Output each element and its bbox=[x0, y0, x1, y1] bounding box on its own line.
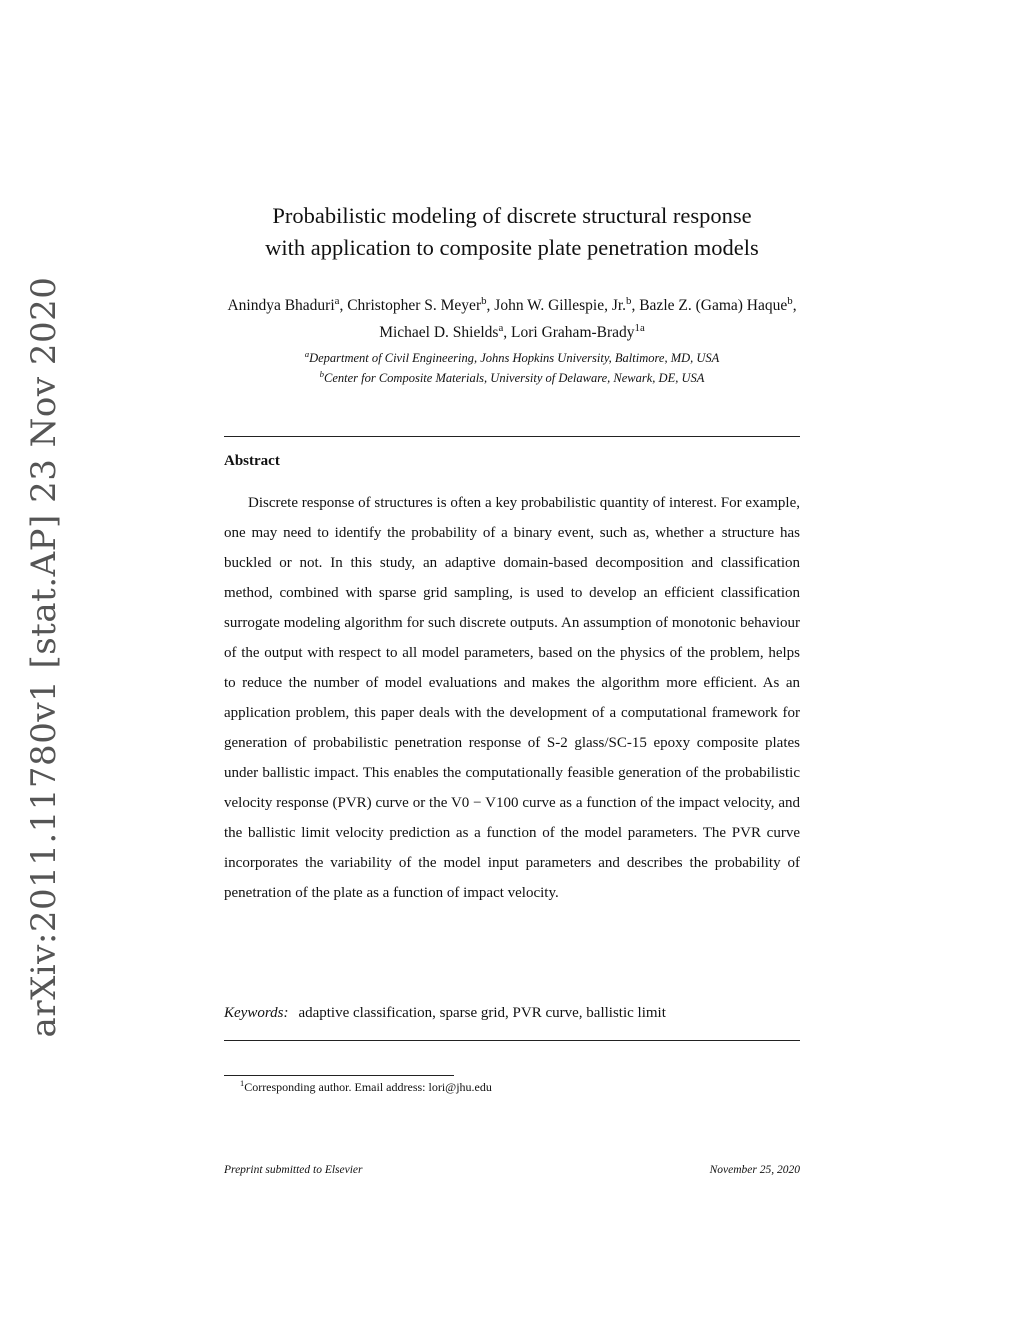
preprint-date: November 25, 2020 bbox=[709, 1164, 800, 1176]
bottom-rule bbox=[224, 1040, 800, 1041]
title-line-2: with application to composite plate penetration models bbox=[265, 235, 759, 260]
affiliation-a: $^a$Department of Civil Engineering, Johns Hopkins University, Baltimore, MD, USA bbox=[304, 349, 720, 366]
author: Bazle Z. (Gama) Haque$^b$, bbox=[639, 295, 797, 315]
abstract-body: Discrete response of structures is often a key probabilistic quantity of interest. For example, one may need to identify the probability of a binary event, such as, whether a structure has buckled or not. In this study, an adaptive domain-based decomposition and classification method, combined with sparse grid sampling, is used to develop an efficient classification surrogate modeling algorithm for such discrete outputs. An assumption of monotonic behaviour of the output with respect to all model parameters, based on the physics of the problem, helps to reduce the number of model evaluations and makes the algorithm more efficient. As an application problem, this paper deals with the development of a computational framework for generation of probabilistic penetration response of S-2 glass/SC-15 epoxy composite plates under ballistic impact. This enables the computationally feasible generation of the probabilistic velocity response (PVR) curve or the V0 − V100 curve as a function of the impact velocity, and the ballistic limit velocity prediction as a function of the model parameters. The PVR curve incorporates the variability of the model input parameters and describes the probability of penetration of the plate as a function of impact velocity. bbox=[224, 495, 800, 901]
footnote-rule bbox=[224, 1075, 454, 1076]
paper-title bbox=[204, 200, 820, 264]
author: Christopher S. Meyer$^b$, bbox=[347, 295, 495, 315]
footnote: $^1$Corresponding author. Email address: lori@jhu.edu bbox=[240, 1079, 492, 1094]
keywords-label: Keywords: bbox=[224, 1005, 289, 1021]
top-rule bbox=[224, 436, 800, 437]
preprint-note: Preprint submitted to Elsevier bbox=[224, 1164, 363, 1176]
author: John W. Gillespie, Jr.$^b$, bbox=[494, 295, 640, 315]
arxiv-sidebar bbox=[0, 0, 80, 1325]
keywords bbox=[224, 1005, 666, 1022]
title-line-1: Probabilistic modeling of discrete structural response bbox=[272, 203, 752, 228]
affiliation-b: $^b$Center for Composite Materials, University of Delaware, Newark, DE, USA bbox=[319, 369, 705, 386]
paper-page bbox=[224, 0, 800, 1325]
author-list bbox=[214, 290, 810, 344]
author: Lori Graham-Brady$^{1a}$ bbox=[511, 322, 645, 342]
arxiv-identifier[interactable]: arXiv:2011.11780v1 [stat.AP] 23 Nov 2020 bbox=[24, 276, 64, 1038]
author: Michael D. Shields$^a$, bbox=[379, 322, 512, 342]
author: Anindya Bhaduri$^a$, bbox=[227, 295, 348, 315]
affiliations bbox=[224, 346, 800, 386]
abstract-heading: Abstract bbox=[224, 453, 280, 469]
keywords-list: adaptive classification, sparse grid, PVR curve, ballistic limit bbox=[298, 1005, 666, 1021]
